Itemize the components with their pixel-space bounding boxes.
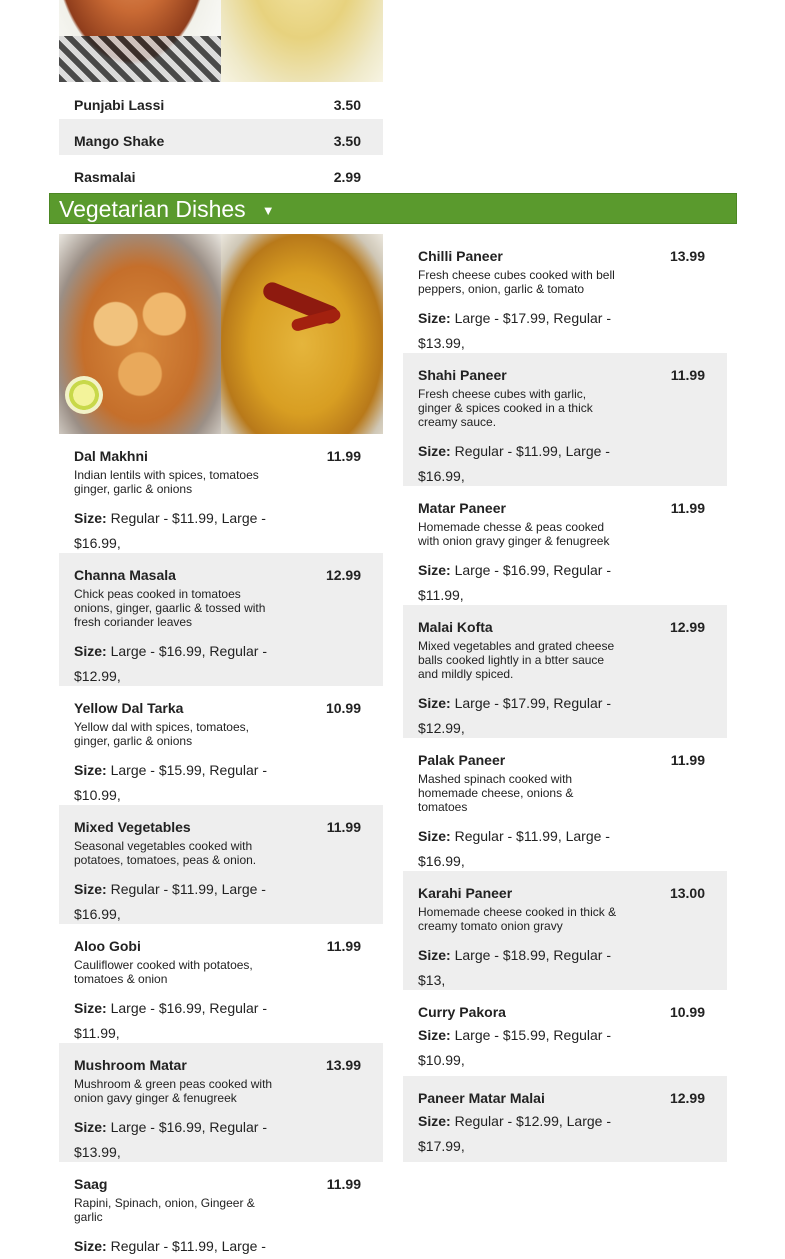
item-size <box>418 943 618 993</box>
item-price: 10.99 <box>325 700 361 716</box>
vegetarian-photos <box>59 234 383 434</box>
menu-item-saag[interactable] <box>59 1162 383 1254</box>
size-options: Large - $17.99, Regular - $12.99, <box>418 695 612 736</box>
section-title: Vegetarian Dishes <box>59 195 246 222</box>
item-name: Mango Shake <box>74 133 165 149</box>
size-label: Size: <box>418 828 451 844</box>
section-header-vegetarian[interactable] <box>49 193 737 224</box>
menu-item-aloo-gobi[interactable] <box>59 924 383 1043</box>
item-size <box>418 439 618 489</box>
item-size <box>74 758 274 808</box>
item-size <box>418 1023 618 1073</box>
item-description: Fresh cheese cubes cooked with bell peppers, onion, garlic & tomato <box>418 268 615 296</box>
item-description: Homemade chesse & peas cooked with onion gravy ginger & fenugreek <box>418 520 610 548</box>
size-label: Size: <box>74 1119 107 1135</box>
item-size <box>74 1115 274 1165</box>
size-options: Large - $16.99, Regular - $12.99, <box>74 643 268 684</box>
item-price: 12.99 <box>669 619 705 635</box>
menu-item-matar-paneer[interactable] <box>403 486 727 605</box>
menu-item-karahi-paneer[interactable] <box>403 871 727 990</box>
item-description: Mashed spinach cooked with homemade cheese, onions & tomatoes <box>418 772 574 814</box>
item-size <box>418 691 618 741</box>
menu-item-dal-makhni[interactable] <box>59 434 383 553</box>
item-price: 3.50 <box>333 133 361 149</box>
item-price: 11.99 <box>326 819 361 835</box>
paneer-curry-photo <box>59 234 221 434</box>
item-description: Mushroom & green peas cooked with onion gavy ginger & fenugreek <box>74 1077 273 1105</box>
size-options: Regular - $12.99, Large - $17.99, <box>418 1113 612 1154</box>
item-price: 11.99 <box>326 1176 361 1192</box>
size-options: Large - $16.99, Regular - $13.99, <box>74 1119 268 1160</box>
caret-down-icon[interactable]: ▼ <box>261 203 275 218</box>
item-price: 12.99 <box>325 567 361 583</box>
item-size <box>74 1234 274 1259</box>
item-name: Malai Kofta <box>418 619 493 635</box>
item-price: 11.99 <box>326 938 361 954</box>
item-name: Mixed Vegetables <box>74 819 191 835</box>
item-name: Yellow Dal Tarka <box>74 700 184 716</box>
item-name: Matar Paneer <box>418 500 506 516</box>
item-description: Homemade cheese cooked in thick & creamy tomato onion gravy <box>418 905 617 933</box>
item-name: Saag <box>74 1176 108 1192</box>
menu-item-curry-pakora[interactable] <box>403 990 727 1076</box>
size-options: Regular - $11.99, Large - $16.99, <box>74 881 266 922</box>
menu-item-mushroom-matar[interactable] <box>59 1043 383 1162</box>
item-size <box>418 306 618 356</box>
size-options: Regular - $11.99, Large - $16.99, <box>74 510 266 551</box>
size-options: Regular - $11.99, Large - <box>110 1238 266 1254</box>
item-price: 11.99 <box>670 752 705 768</box>
menu-item-rasmalai[interactable] <box>59 155 383 191</box>
gulab-jamun-photo <box>59 0 221 82</box>
item-name: Curry Pakora <box>418 1004 506 1020</box>
size-label: Size: <box>418 443 451 459</box>
size-options: Large - $17.99, Regular - $13.99, <box>418 310 612 351</box>
size-label: Size: <box>418 310 451 326</box>
menu-item-malai-kofta[interactable] <box>403 605 727 738</box>
item-description: Chick peas cooked in tomatoes onions, ginger, gaarlic & tossed with fresh coriander leaves <box>74 587 266 629</box>
item-description: Rapini, Spinach, onion, Gingeer & garlic <box>74 1196 255 1224</box>
item-name: Karahi Paneer <box>418 885 513 901</box>
size-label: Size: <box>418 695 451 711</box>
item-name: Punjabi Lassi <box>74 97 165 113</box>
item-price: 11.99 <box>670 500 705 516</box>
dal-tadka-photo <box>221 234 383 434</box>
menu-item-chilli-paneer[interactable] <box>403 234 727 353</box>
item-size <box>74 996 274 1046</box>
menu-item-paneer-matar-malai[interactable] <box>403 1076 727 1162</box>
item-name: Aloo Gobi <box>74 938 141 954</box>
item-price: 12.99 <box>669 1090 705 1106</box>
menu-item-mango-shake[interactable] <box>59 119 383 155</box>
size-label: Size: <box>418 947 451 963</box>
item-description: Cauliflower cooked with potatoes, tomatoes & onion <box>74 958 253 986</box>
size-options: Large - $18.99, Regular - $13, <box>418 947 612 988</box>
item-name: Palak Paneer <box>418 752 506 768</box>
size-label: Size: <box>418 1027 451 1043</box>
item-name: Paneer Matar Malai <box>418 1090 545 1106</box>
item-description: Yellow dal with spices, tomatoes, ginger, garlic & onions <box>74 720 249 748</box>
item-name: Chilli Paneer <box>418 248 503 264</box>
size-label: Size: <box>74 1238 107 1254</box>
size-label: Size: <box>74 762 107 778</box>
size-options: Regular - $11.99, Large - $16.99, <box>418 443 610 484</box>
item-price: 13.99 <box>325 1057 361 1073</box>
menu-item-mixed-vegetables[interactable] <box>59 805 383 924</box>
size-options: Large - $16.99, Regular - $11.99, <box>74 1000 268 1041</box>
size-label: Size: <box>74 643 107 659</box>
item-name: Dal Makhni <box>74 448 148 464</box>
item-price: 11.99 <box>326 448 361 464</box>
item-size <box>74 877 274 927</box>
item-size <box>74 639 274 689</box>
item-size <box>418 1109 618 1159</box>
menu-item-channa-masala[interactable] <box>59 553 383 686</box>
item-size <box>74 506 274 556</box>
item-price: 3.50 <box>333 97 361 113</box>
lassi-photo <box>221 0 383 82</box>
item-name: Mushroom Matar <box>74 1057 187 1073</box>
dessert-photos <box>59 0 383 82</box>
menu-item-yellow-dal-tarka[interactable] <box>59 686 383 805</box>
item-price: 10.99 <box>669 1004 705 1020</box>
item-name: Rasmalai <box>74 169 136 185</box>
item-price: 2.99 <box>333 169 361 185</box>
item-name: Channa Masala <box>74 567 176 583</box>
item-price: 13.00 <box>669 885 705 901</box>
size-options: Regular - $11.99, Large - $16.99, <box>418 828 610 869</box>
menu-item-palak-paneer[interactable] <box>403 738 727 871</box>
size-label: Size: <box>418 562 451 578</box>
menu-item-punjabi-lassi[interactable] <box>59 83 383 119</box>
item-price: 11.99 <box>670 367 705 383</box>
size-label: Size: <box>418 1113 451 1129</box>
item-size <box>418 824 618 874</box>
item-price: 13.99 <box>669 248 705 264</box>
item-description: Mixed vegetables and grated cheese balls cooked lightly in a btter sauce and mildly spiced. <box>418 639 615 681</box>
size-options: Large - $16.99, Regular - $11.99, <box>418 562 612 603</box>
size-options: Large - $15.99, Regular - $10.99, <box>74 762 268 803</box>
item-description: Fresh cheese cubes with garlic, ginger & spices cooked in a thick creamy sauce. <box>418 387 593 429</box>
size-label: Size: <box>74 510 107 526</box>
size-options: Large - $15.99, Regular - $10.99, <box>418 1027 612 1068</box>
item-description: Seasonal vegetables cooked with potatoes, tomatoes, peas & onion. <box>74 839 257 867</box>
item-name: Shahi Paneer <box>418 367 507 383</box>
size-label: Size: <box>74 881 107 897</box>
menu-item-shahi-paneer[interactable] <box>403 353 727 486</box>
item-size <box>418 558 618 608</box>
size-label: Size: <box>74 1000 107 1016</box>
item-description: Indian lentils with spices, tomatoes ginger, garlic & onions <box>74 468 259 496</box>
